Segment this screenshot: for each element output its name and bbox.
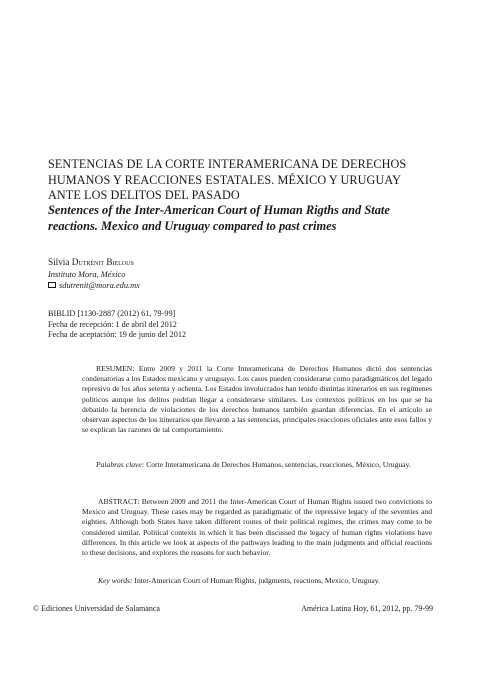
author-email-line <box>48 280 348 292</box>
author-first-name: Silvia <box>48 257 70 267</box>
article-title-spanish: SENTENCIAS DE LA CORTE INTERAMERICANA DE DERECHOS HUMANOS Y REACCIONES ESTATALES. MÉXICO Y URUGUAY ANTE LOS DELITOS DEL PASADO <box>48 157 407 202</box>
author-name <box>48 257 348 269</box>
abstract-spanish <box>82 364 432 435</box>
keywords-english-text: Inter-American Court of Human Rights, judgments, reactions, Mexico, Uruguay. <box>132 576 380 585</box>
keywords-spanish-text: Corte Interamericana de Derechos Humanos, sentencias, reacciones, México, Uruguay. <box>144 460 411 469</box>
biblid-reference: BIBLID [1130-2887 (2012) 61, 79-99] <box>48 309 176 318</box>
keywords-spanish <box>82 460 432 470</box>
footer-copyright: © Ediciones Universidad de Salamanca <box>33 604 160 613</box>
author-last-name: Dutrénit Bielous <box>71 257 134 267</box>
abstract-english-text: Between 2009 and 2011 the Inter-American Court of Human Rights issued two convictions to Mexico and Uruguay. These cases may be regarded as paradigmatic of the repressive legacy of the seventies and eighties. Although both States have taken different routes of their political regimes, the crimes may come to be considered similar. Political contexts in which it has been discussed the legacy of human rights violations have differences. In this article we look at aspects of the pathways leading to the main judgments and official reactions to these decisions, and explores the reasons for such behavior. <box>82 497 432 558</box>
author-email[interactable]: sdutrenit@mora.edu.mx <box>59 281 140 290</box>
author-block <box>48 257 348 292</box>
abstract-english-label: ABSTRACT: <box>98 497 140 506</box>
keywords-spanish-label: Palabras clave: <box>96 460 145 469</box>
keywords-english <box>82 576 432 586</box>
biblid-block <box>48 309 348 341</box>
author-institution: Instituto Mora, México <box>48 269 126 279</box>
footer-journal-citation: América Latina Hoy, 61, 2012, pp. 79-99 <box>301 604 433 613</box>
reception-date: Fecha de recepción: 1 de abril del 2012 <box>48 319 177 329</box>
article-title-english: Sentences of the Inter-American Court of Human Rigths and State reactions. Mexico and Uruguay compared to past crimes <box>48 203 390 233</box>
acceptance-date: Fecha de aceptación: 19 de junio del 2012 <box>48 330 187 340</box>
keywords-english-label: Key words: <box>98 576 133 585</box>
abstract-spanish-label: RESUMEN: <box>96 364 135 373</box>
envelope-icon <box>48 282 56 288</box>
abstract-spanish-text: Entre 2009 y 2011 la Corte Interamericana de Derechos Humanos dictó dos sentencias condenatorias a los Estados mexicano y uruguayo. Los casos pueden considerarse como paradigmáticos del legado represivo de los años setenta y ochenta. Los Estados involucrados han tenido distintas itinerarios en sus regímenes políticos aunque los delitos podrían llegar a considerarse similares. Los contextos políticos en los que se ha debatido la herencia de violaciones de los derechos humanos también guardan diferencias. En el artículo se observan aspectos de los itinerarios que llevaron a las sentencias, principales reacciones oficiales ante esos fallos y se explican las razones de tal comportamiento. <box>82 364 432 435</box>
abstract-english <box>82 497 432 558</box>
